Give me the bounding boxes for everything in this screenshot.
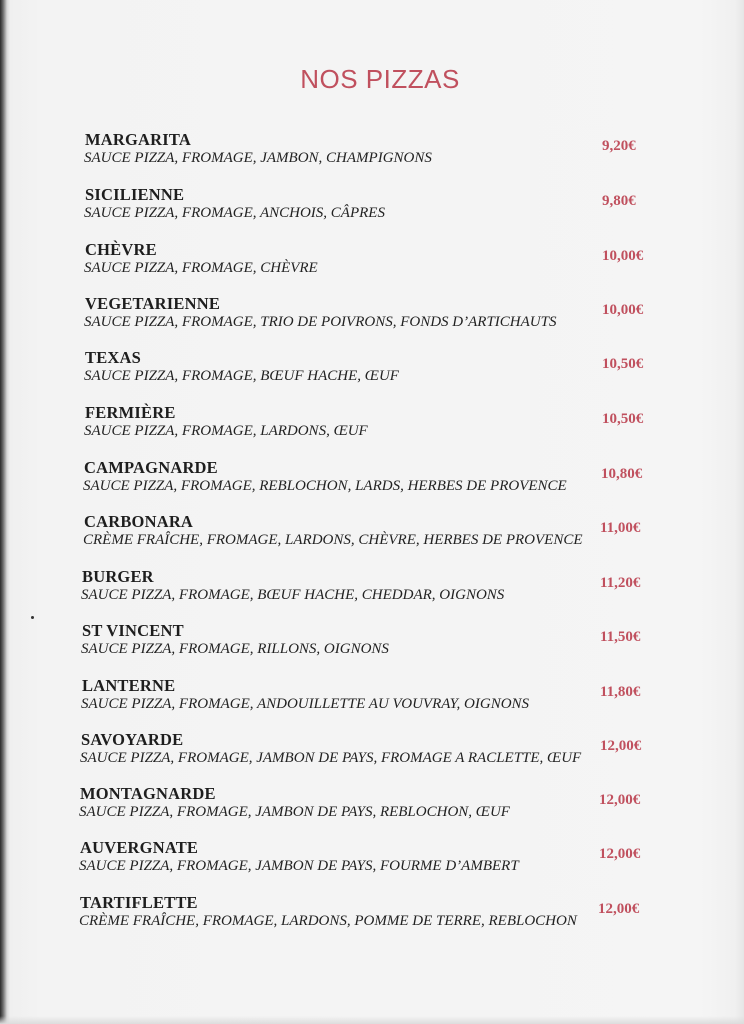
pizza-ingredients: SAUCE PIZZA, FROMAGE, LARDONS, ŒUF (84, 423, 368, 439)
pizza-ingredients: SAUCE PIZZA, FROMAGE, JAMBON DE PAYS, FOURME D’AMBERT (79, 858, 519, 874)
scan-speck (31, 616, 34, 619)
pizza-ingredients: SAUCE PIZZA, FROMAGE, RILLONS, OIGNONS (81, 641, 389, 657)
pizza-price: 11,50€ (600, 629, 641, 645)
page-title: NOS PIZZAS (300, 64, 460, 94)
pizza-name: SAVOYARDE (81, 730, 184, 749)
pizza-price: 11,80€ (600, 684, 641, 700)
pizza-name: VEGETARIENNE (85, 294, 221, 313)
pizza-name: TARTIFLETTE (80, 893, 198, 912)
pizza-ingredients: SAUCE PIZZA, FROMAGE, JAMBON DE PAYS, FROMAGE A RACLETTE, ŒUF (80, 750, 582, 766)
pizza-name: ST VINCENT (82, 621, 184, 640)
pizza-ingredients: SAUCE PIZZA, FROMAGE, BŒUF HACHE, CHEDDAR, OIGNONS (81, 587, 505, 603)
pizza-price: 10,80€ (601, 466, 643, 482)
pizza-price: 12,00€ (600, 738, 642, 754)
pizza-ingredients: CRÈME FRAÎCHE, FROMAGE, LARDONS, CHÈVRE, HERBES DE PROVENCE (83, 532, 583, 548)
pizza-name: AUVERGNATE (80, 838, 199, 857)
pizza-name: MARGARITA (85, 130, 191, 149)
menu-item (0, 838, 744, 888)
menu-item (0, 403, 744, 453)
menu-item (0, 458, 744, 508)
menu-item (0, 567, 744, 617)
pizza-name: TEXAS (85, 348, 142, 367)
menu-item (0, 893, 744, 943)
menu-item (0, 294, 744, 344)
pizza-ingredients: SAUCE PIZZA, FROMAGE, BŒUF HACHE, ŒUF (84, 368, 399, 384)
pizza-name: SICILIENNE (85, 185, 185, 204)
pizza-ingredients: SAUCE PIZZA, FROMAGE, TRIO DE POIVRONS, FONDS D’ARTICHAUTS (84, 314, 557, 330)
pizza-ingredients: SAUCE PIZZA, FROMAGE, REBLOCHON, LARDS, HERBES DE PROVENCE (83, 478, 567, 494)
pizza-price: 9,80€ (602, 193, 636, 209)
pizza-name: CAMPAGNARDE (84, 458, 218, 477)
menu-item (0, 348, 744, 398)
pizza-name: BURGER (82, 567, 154, 586)
menu-item (0, 784, 744, 834)
pizza-price: 10,00€ (602, 248, 644, 264)
menu-item (0, 730, 744, 780)
pizza-price: 12,00€ (599, 846, 641, 862)
pizza-price: 10,50€ (602, 356, 644, 372)
pizza-ingredients: SAUCE PIZZA, FROMAGE, JAMBON, CHAMPIGNONS (84, 150, 432, 166)
pizza-price: 12,00€ (599, 792, 641, 808)
pizza-name: MONTAGNARDE (80, 784, 216, 803)
pizza-name: FERMIÈRE (85, 403, 176, 422)
pizza-price: 11,00€ (600, 520, 641, 536)
pizza-price: 12,00€ (598, 901, 640, 917)
pizza-ingredients: SAUCE PIZZA, FROMAGE, JAMBON DE PAYS, REBLOCHON, ŒUF (79, 804, 510, 820)
menu-item (0, 512, 744, 562)
pizza-price: 10,50€ (602, 411, 644, 427)
menu-item (0, 240, 744, 290)
pizza-name: CARBONARA (84, 512, 194, 531)
pizza-price: 9,20€ (602, 138, 636, 154)
pizza-name: CHÈVRE (85, 240, 157, 259)
pizza-price: 11,20€ (600, 575, 641, 591)
pizza-price: 10,00€ (602, 302, 644, 318)
pizza-ingredients: SAUCE PIZZA, FROMAGE, ANDOUILLETTE AU VOUVRAY, OIGNONS (81, 696, 530, 712)
pizza-ingredients: CRÈME FRAÎCHE, FROMAGE, LARDONS, POMME DE TERRE, REBLOCHON (79, 913, 577, 929)
pizza-ingredients: SAUCE PIZZA, FROMAGE, ANCHOIS, CÂPRES (84, 205, 385, 221)
menu-item (0, 621, 744, 671)
menu-item (0, 676, 744, 726)
menu-item (0, 185, 744, 235)
pizza-ingredients: SAUCE PIZZA, FROMAGE, CHÈVRE (84, 260, 318, 276)
menu-item (0, 130, 744, 180)
pizza-name: LANTERNE (82, 676, 176, 695)
